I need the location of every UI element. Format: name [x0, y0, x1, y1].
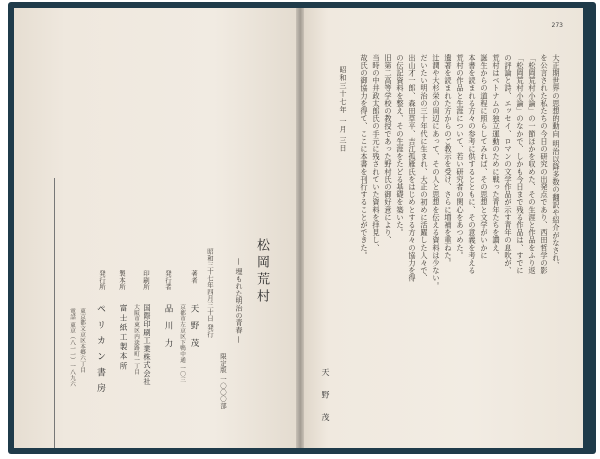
body-line: 遺著を読まれた方からのご教示を受け、さらに増補を重ねた。: [444, 54, 453, 267]
press-address: 東京都文京区本郷六丁目: [79, 308, 85, 373]
binder-name: 富士紙工製本所: [119, 304, 128, 372]
printer-label: 印刷所: [142, 270, 150, 291]
body-line: 辻潤や大杉栄の周辺にあって、その人と思想を伝える資料は少ない。: [432, 54, 441, 290]
printer-address: 大阪市東区内淡路町一丁目: [133, 304, 139, 375]
printer-name: 国際印刷工業株式会社: [143, 304, 152, 386]
book-gutter: [296, 8, 304, 448]
body-line: 荒村はベトナムの独立運動のために戦った青年たちを讃え、: [492, 54, 501, 260]
afterword-page: [300, 8, 583, 448]
publication-date: 昭和三十七年四月三十日 発行: [206, 248, 214, 338]
body-line: の評論と詩、エッセイ、ロマンの文学作品が示す青年の息吹が、: [504, 54, 513, 275]
body-line: 誕生からの道程に照らしてみれば、その思想と文学がいかに: [480, 54, 489, 260]
author-name: 天 野 茂: [189, 304, 199, 350]
author-address: 京都市左京区下鴨中通 一〇三: [179, 304, 185, 383]
afterword-signature: 天 野 茂: [321, 368, 330, 428]
body-line: 荒村の作品と生涯について、若い研究者の関心をあつめた。: [456, 54, 465, 260]
book-subtitle: — 埋もれた明治の青春 —: [235, 258, 243, 344]
body-line: 本書を読まれる方々の参考に供するとともに、その意義を考える: [468, 54, 477, 275]
author-label: 著者: [190, 270, 198, 284]
press-label: 発行所: [98, 270, 106, 291]
body-line: 出山才一郎、森田草平、吉江孤雁氏をはじめとする方々の協力を得: [408, 54, 417, 282]
body-line: 「松岡荒村小論」のなかで、しかも今日まで残る作品は、すでに: [516, 54, 525, 275]
body-line: 大正期世界の思想的動向 明治以降多数の翻訳や紹介がなされ、: [552, 54, 561, 270]
colophon-border: [54, 178, 55, 448]
press-phone: 電話 東京（八一一）一八九六: [69, 308, 75, 387]
limited-edition: 限定版 一〇〇〇部: [219, 353, 227, 409]
body-line: の伝記資料を整え、その生涯をたどる基礎を築いた。: [396, 54, 405, 237]
afterword-date: 昭和三十七年 一月 三日: [339, 66, 347, 153]
body-line: 当時の中井政太郎氏の手元に残されていた資料を拝見し、: [372, 54, 381, 252]
publisher-name: 品 川 力: [163, 304, 173, 350]
press-name: ペ リ カ ン 書 房: [95, 304, 105, 395]
body-line: を公言された私たちの今日の研究の出発点であり、西田哲学の影: [540, 54, 549, 275]
body-line: 旧第二高等学校の教授であった野村氏の御好意により、: [384, 54, 393, 244]
page-number: 273: [551, 22, 563, 29]
colophon-page: [14, 8, 300, 448]
body-line: 「松岡荒村小論」の一節ほかを収めた、その生涯と作品をふり返: [528, 54, 537, 275]
body-line: 故氏の御協力を得て、ここに本書を刊行することができた。: [360, 54, 369, 260]
book-title: 松岡荒村: [254, 238, 269, 306]
body-line: だいたい明治の三十年代に生まれ、大正の初めに活躍した人々で、: [420, 54, 429, 282]
binder-label: 製本所: [118, 270, 126, 291]
publisher-label: 発行者: [164, 270, 172, 291]
